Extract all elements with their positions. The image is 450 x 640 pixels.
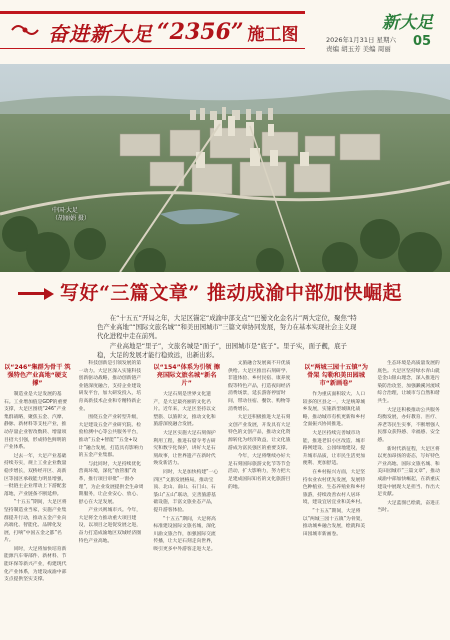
headline-ornament-icon	[18, 287, 54, 301]
issue-date: 2026年1月31日 星期六	[326, 36, 397, 44]
body-paragraph: “十五五”期间，大足将高标准建设国际文旅名城，深化川渝文旅合作，加强国际交流传播，让大足石刻走向世界，吸引更多中外游客走进大足。	[153, 516, 216, 552]
photo-credit-place: 中国·大足	[52, 207, 78, 214]
body-paragraph: 与此同时，大足持续优化营商环境，深化“放管服”改革，推行项目审批“一窗办理”，为企业发展提供全生命周期服务，让企业安心、放心、舒心在大足发展。	[78, 461, 144, 505]
body-column-1	[4, 360, 71, 634]
body-paragraph: 大足还积极推进大足石刻文创产业发展，开发具有大足特色的文创产品，推动文化资源转化为经济效益，让文化旅游成为富民强区的重要支撑。	[228, 415, 291, 451]
body-paragraph: “十五五”期间，大足将以“两城三园十五镇”为骨架，推动城乡融合发展，绘就和美田园城市新画卷。	[302, 508, 366, 537]
body-paragraph: 文旅融合发展离不开优质供给。大足区推出石刻研学、非遗体验、乡村民宿、康养度假等特色产品，打造夜间经济消费场景，延长游客停留时间，带动住宿、餐饮、购物等消费增长。	[228, 361, 291, 412]
lead-paragraph: 在“十五五”开局之年，大足区锚定“成渝中部支点”“巴蜀文化金名片”两大定位，聚焦“特色产业高地”“国际文旅名城”“和美田园城市”三篇文章协同发展，努力在基本实现社会主义现代化进程中走在前列。	[97, 314, 357, 341]
photo-credit	[52, 207, 90, 223]
aerial-city-photo	[0, 64, 450, 272]
column-title-c: 施工图	[247, 24, 299, 45]
body-paragraph: 今年，大足将继续办好大足石刻国际旅游文化节等节会活动，扩大影响力，努力把大足建成国际知名的文化旅游目的地。	[228, 454, 291, 490]
body-column-3	[153, 360, 220, 634]
body-paragraph: 过去一年，大足产业基础持续夯实，规上工业企业数量稳步增长，双桥经开区、高新区等园区承载能力明显增强，一批链主企业带动上下游配套落地，产业链条不断延伸。	[4, 453, 67, 497]
body-paragraph: 大足石刻是世界文化遗产，是大足最亮丽的文化名片。近年来，大足区坚持以文塑旅、以旅彰文，推动文化和旅游深度融合发展。	[153, 392, 216, 428]
headline-text: 写好“三篇文章” 推动成渝中部加快崛起	[60, 282, 402, 304]
body-paragraph: 大足区持续完善城市功能，推进老旧小区改造、城市路网建设、公园绿地建设，提升城市品质，让市民生活更加便利、更加舒适。	[302, 430, 366, 467]
lead-paragraphs	[97, 314, 359, 360]
section-subhead: 以“154”体系为引领 擦亮国际文旅名城“新名片”	[153, 364, 220, 387]
body-column-5	[303, 360, 370, 634]
page-number: 05	[413, 34, 432, 49]
body-paragraph: 新时代新征程，大足区将以更加昂扬的姿态，写好特色产业高地、国际文旅名城、和美田园城市“三篇文章”，推动成渝中部加快崛起，在新重庆建设中展现大足担当、作出大足贡献。	[377, 446, 440, 498]
article-headline	[0, 274, 450, 314]
body-column-6	[377, 360, 444, 634]
article-body	[4, 360, 444, 634]
body-paragraph: 作为重庆面积较大、人口较多的区县之一，大足统筹城乡发展，实施新型城镇化战略，推动城市有机更新和乡村全面振兴协同推进。	[302, 392, 366, 428]
body-paragraph: 同时，大足将加快培育新能源汽车零部件、新材料、节能环保等新兴产业，构建现代化产业体系，为建设成渝中部支点提供坚实支撑。	[4, 546, 67, 583]
body-paragraph: 大足还积极推动公共服务均衡发展，办好教育、医疗、养老等民生实事，不断增强人民群众获得感、幸福感、安全感。	[377, 407, 440, 443]
body-paragraph: 大足蓝图已绘就，奋进正当时。	[377, 500, 440, 514]
body-paragraph: 产业兴则城市兴。今年，大足将全力推动重大项目建设，以项目之进促发展之进，奋力打造成渝地区双城经济圈特色产业高地。	[78, 508, 142, 544]
lead-paragraph: 产业高地是“里子”，文旅名城是“面子”，田园城市是“底子”。里子实，面子靓，底子稳，大足的发展才能行稳致远，出新出彩。	[97, 341, 347, 359]
body-column-4	[228, 360, 295, 634]
body-paragraph: 科技创新是引领发展的第一动力。大足区深入实施科技创新驱动战略，推动创新链产业链深度融合，支持企业建设研发平台，加大研发投入，培育高新技术企业和专精特新企业。	[78, 361, 142, 412]
section-subhead: 以“246”集群为骨干 筑强特色产业高地“硬支撑”	[4, 364, 71, 387]
photo-credit-author: （胡丽娟 摄）	[52, 215, 90, 222]
masthead	[0, 0, 450, 64]
masthead-top-rule	[0, 11, 305, 14]
body-paragraph: 制造业是大足发展的基石。工业增加值是GDP的重要支撑，大足区围绕“246”产业集群战略，聚焦五金、汽摩、静脉、新材料等支柱产业，推动存量企业智改数转、增量项目招大引强，形成特色鲜明的产业体系。	[4, 392, 68, 451]
newspaper-name: 新大足	[382, 13, 433, 33]
issue-info	[326, 36, 396, 54]
body-column-2	[79, 360, 146, 634]
body-paragraph: “十五五”期间，大足区将坚持制造业当家，实施产业集群提升行动，推动五金产业向高端化、智能化、品牌化发展，打响“中国五金之都”名片。	[4, 500, 67, 544]
section-subhead: 以“两城三园十五镇”为骨架 勾勒和美田园城市“新画卷”	[304, 364, 368, 387]
editor-credit: 责编 胡玉芳 美编 周丽	[326, 45, 391, 53]
column-title	[48, 17, 299, 47]
column-title-a: 奋进新大足	[48, 21, 153, 46]
body-paragraph: 围绕五金产业转型升级，大足建设五金产业研究院、检验检测中心等公共服务平台，推动“五金+智能”“五金+设计”融合发展，打造具有影响力的五金产业集群。	[78, 415, 144, 459]
body-paragraph: 同时，大足加快构建“一心四区”文旅发展格局，推动宝顶、北山、南山、石门山、石篆山“五山”联动，完善旅游基础设施，丰富文旅业态产品，提升游客体验。	[153, 469, 219, 513]
ornament-icon	[10, 22, 40, 38]
column-title-b: “2356”	[157, 19, 244, 45]
masthead-bottom-rule	[0, 48, 305, 49]
body-paragraph: 生态环境是高质量发展的底色。大足区坚持绿水青山就是金山银山理念，深入推进污染防治攻坚，加强濑溪河流域综合治理，让城市与自然和谐共生。	[377, 361, 440, 404]
body-paragraph: 在乡村振兴方面，大足坚持农业农村优先发展，发展特色种植业、生态养殖业和乡村旅游，持续改善农村人居环境，建设宜居宜业和美乡村。	[302, 469, 366, 506]
body-paragraph: 大足区实施大足石刻保护利用工程，推进石窟寺考古研究和数字化保护，讲好大足石刻故事，让世界遗产在新时代焕发新活力。	[153, 430, 216, 467]
